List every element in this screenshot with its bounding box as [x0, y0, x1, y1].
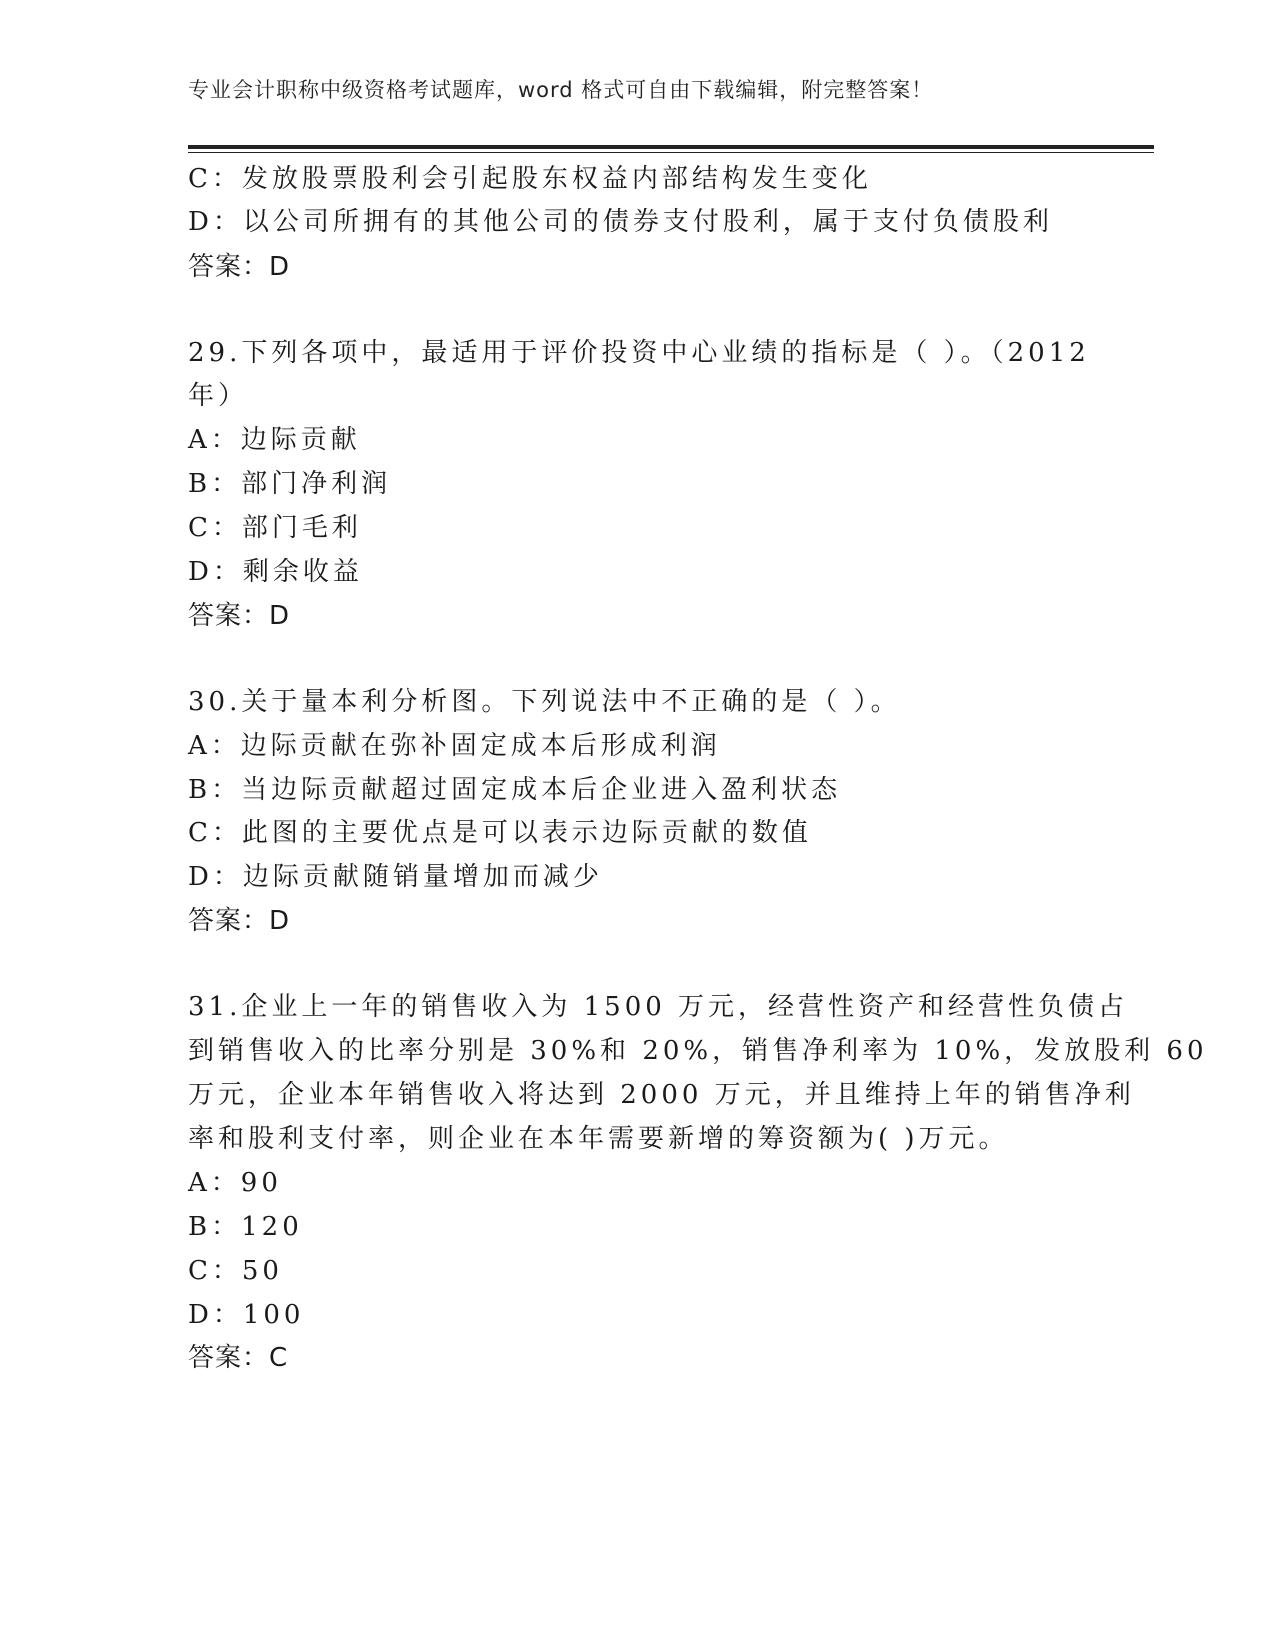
q30-option-c: C：此图的主要优点是可以表示边际贡献的数值 [188, 818, 812, 848]
q29-option-d: D：剩余收益 [188, 557, 363, 587]
q30-answer: 答案：D [188, 906, 291, 936]
q31-option-a: A：90 [188, 1168, 282, 1198]
header-rule-thin [188, 152, 1154, 153]
page-header: 专业会计职称中级资格考试题库，word 格式可自由下载编辑，附完整答案！ [188, 78, 934, 102]
q29-stem-line2: 年） [188, 381, 249, 411]
q29-option-b: B：部门净利润 [188, 469, 392, 499]
q29-option-c: C：部门毛利 [188, 513, 362, 543]
q30-option-d: D：边际贡献随销量增加而减少 [188, 862, 603, 892]
q29-stem-line1: 29.下列各项中，最适用于评价投资中心业绩的指标是（ ）。（2012 [188, 338, 1090, 368]
q31-stem-line3: 万元，企业本年销售收入将达到 2000 万元，并且维持上年的销售净利 [188, 1080, 1135, 1110]
q31-stem-line1: 31.企业上一年的销售收入为 1500 万元，经营性资产和经营性负债占 [188, 992, 1129, 1022]
q31-option-c: C：50 [188, 1256, 283, 1286]
q31-answer: 答案：C [188, 1343, 289, 1373]
q31-option-b: B：120 [188, 1212, 303, 1242]
q28-option-c: C：发放股票股利会引起股东权益内部结构发生变化 [188, 164, 872, 194]
q29-answer: 答案：D [188, 601, 291, 631]
q29-option-a: A：边际贡献 [188, 425, 361, 455]
q31-stem-line2: 到销售收入的比率分别是 30%和 20%，销售净利率为 10%，发放股利 60 [188, 1036, 1208, 1066]
q30-stem: 30.关于量本利分析图。下列说法中不正确的是（ ）。 [188, 687, 901, 717]
q30-option-b: B：当边际贡献超过固定成本后企业进入盈利状态 [188, 775, 842, 805]
header-rule-thick [188, 145, 1154, 149]
q31-stem-line4: 率和股利支付率，则企业在本年需要新增的筹资额为( )万元。 [188, 1124, 1009, 1154]
q30-option-a: A：边际贡献在弥补固定成本后形成利润 [188, 731, 721, 761]
q28-answer: 答案：D [188, 252, 291, 282]
q28-option-d: D：以公司所拥有的其他公司的债券支付股利，属于支付负债股利 [188, 207, 1053, 237]
q31-option-d: D：100 [188, 1300, 305, 1330]
